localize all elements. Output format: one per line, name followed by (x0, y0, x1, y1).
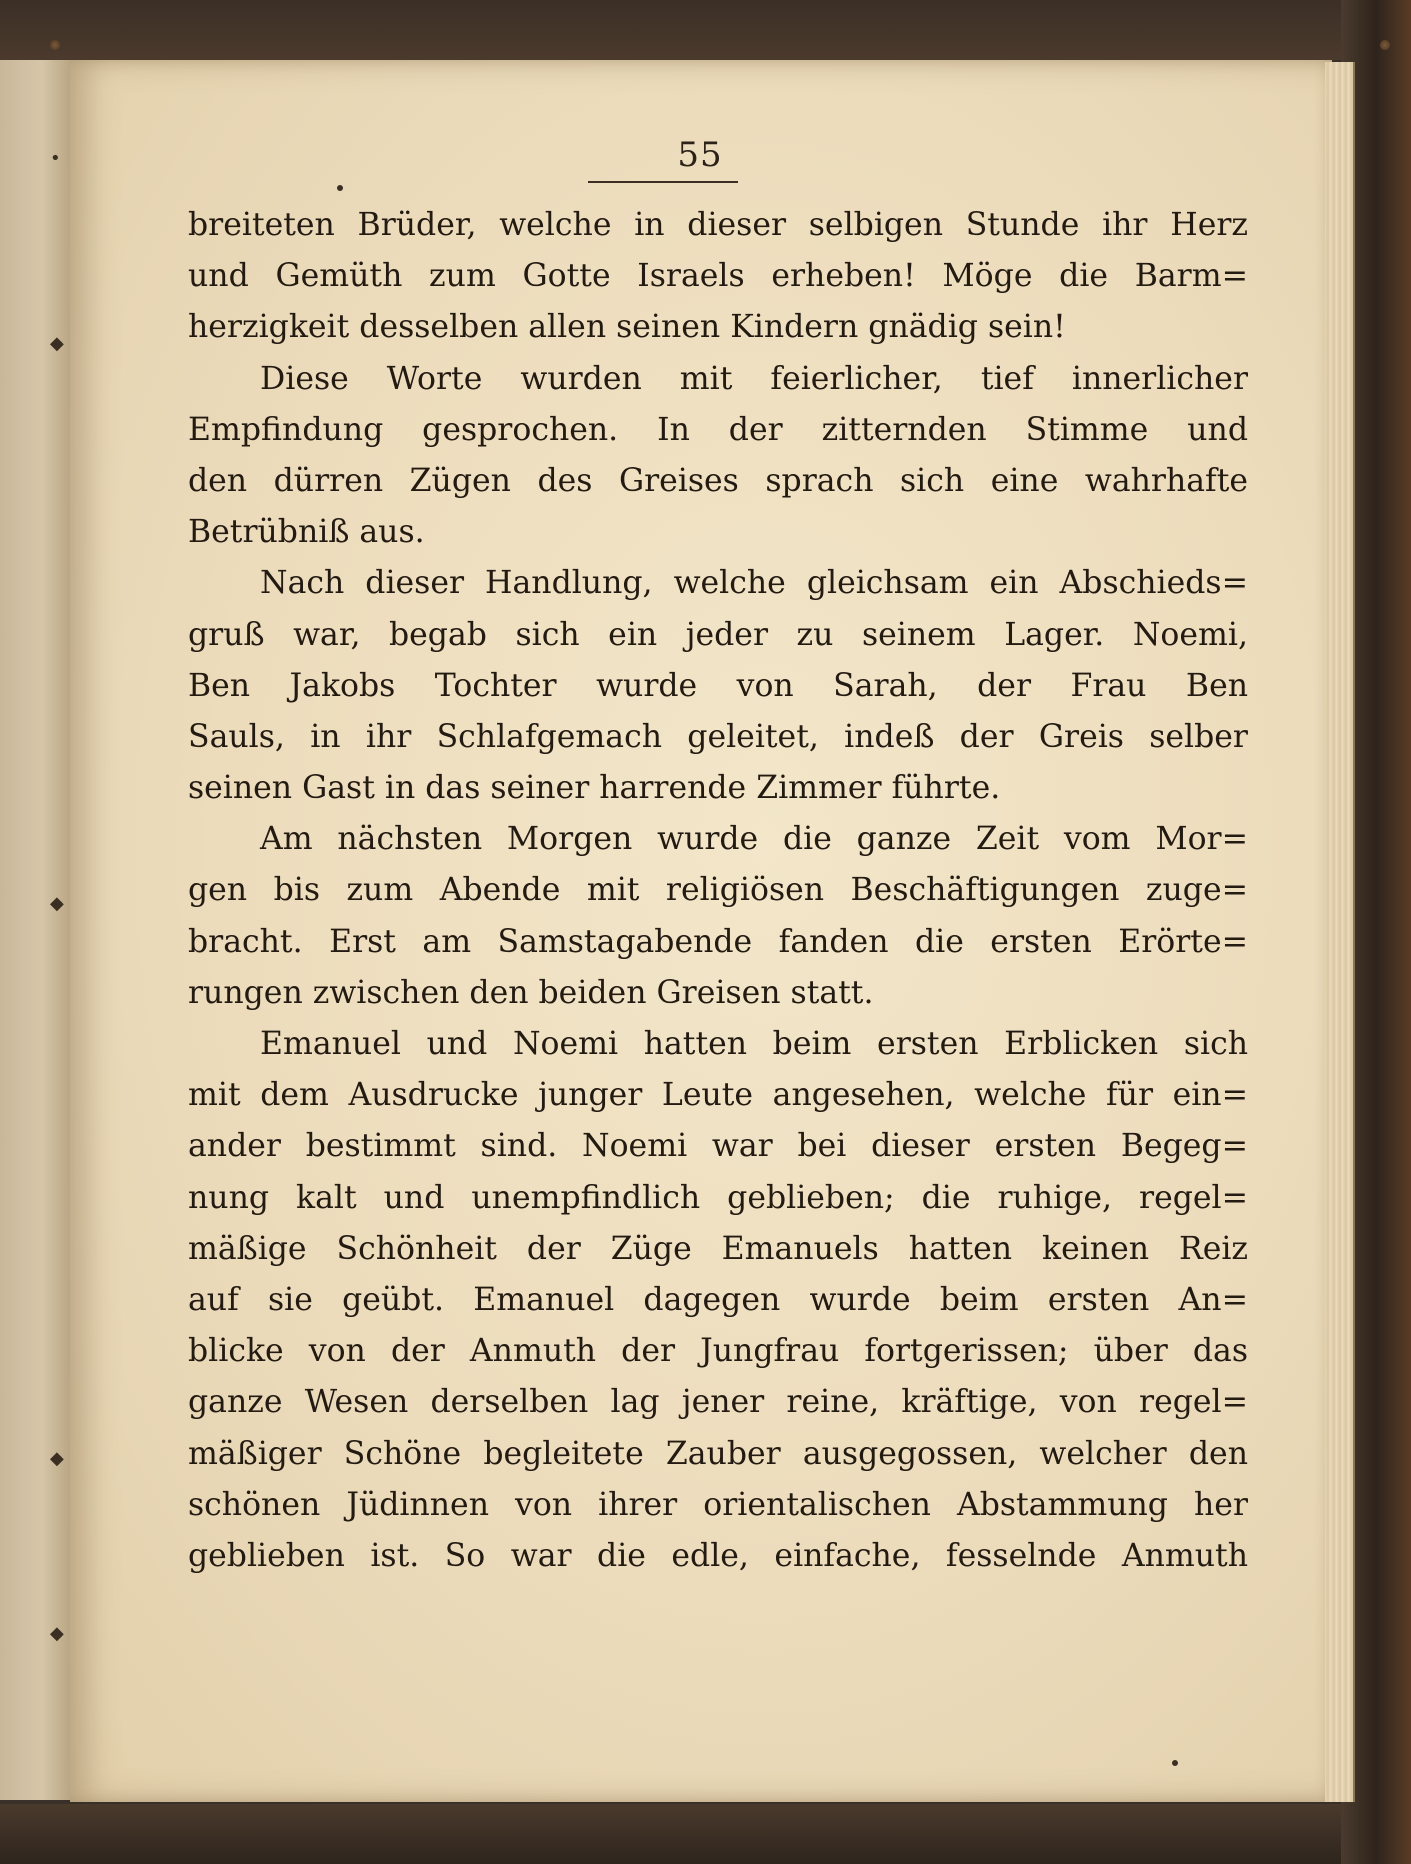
ink-speck (337, 185, 343, 191)
text-line: breiteten Brüder, welche in dieser selbigen Stunde ihr Herz (188, 207, 1248, 243)
book-page (70, 60, 1332, 1802)
text-line: gen bis zum Abende mit religiösen Beschäftigungen zuge= (188, 872, 1248, 909)
text-line: Diese Worte wurden mit feierlicher, tief innerlicher (260, 360, 1248, 397)
tack-mark (1380, 40, 1390, 50)
text-line: seinen Gast in das seiner harrende Zimmer führte. (188, 770, 1001, 807)
text-line: auf sie geübt. Emanuel dagegen wurde beim ersten An= (188, 1281, 1248, 1318)
text-line: blicke von der Anmuth der Jungfrau fortgerissen; über das (188, 1333, 1248, 1370)
text-line: geblieben ist. So war die edle, einfache, fesselnde Anmuth (188, 1537, 1248, 1574)
page-number: 55 (677, 135, 723, 175)
text-line: mäßiger Schöne begleitete Zauber ausgegossen, welcher den (188, 1435, 1248, 1472)
text-line: Sauls, in ihr Schlafgemach geleitet, indeß der Greis selber (188, 718, 1248, 755)
text-line: mit dem Ausdrucke junger Leute angesehen, welche für ein= (188, 1077, 1248, 1114)
text-line: Empfindung gesprochen. In der zitternden Stimme und (188, 411, 1248, 448)
ink-speck (1172, 1760, 1178, 1766)
tack-mark (50, 40, 60, 50)
page-edges (1325, 62, 1355, 1802)
text-line: und Gemüth zum Gotte Israels erheben! Möge die Barm= (188, 258, 1248, 295)
text-line: rungen zwischen den beiden Greisen statt. (188, 974, 874, 1011)
margin-mark: • (50, 148, 61, 169)
text-line: ander bestimmt sind. Noemi war bei dieser ersten Begeg= (188, 1128, 1248, 1165)
text-line: schönen Jüdinnen von ihrer orientalischen Abstammung her (188, 1486, 1248, 1523)
page-number-rule (588, 181, 738, 183)
text-line: Betrübniß aus. (188, 514, 425, 551)
text-line: herzigkeit desselben allen seinen Kindern gnädig sein! (188, 309, 1066, 346)
body-text (188, 200, 1248, 1582)
text-line: nung kalt und unempfindlich geblieben; die ruhige, regel= (188, 1179, 1248, 1216)
text-line: Ben Jakobs Tochter wurde von Sarah, der Frau Ben (188, 667, 1248, 704)
margin-mark: ◆ (50, 333, 64, 354)
book-cover-top (0, 0, 1411, 60)
margin-mark: ◆ (50, 1448, 64, 1469)
margin-mark: ◆ (50, 1623, 64, 1644)
text-line: gruß war, begab sich ein jeder zu seinem Lager. Noemi, (188, 616, 1248, 653)
text-line: den dürren Zügen des Greises sprach sich eine wahrhafte (188, 462, 1248, 499)
book-cover-left (0, 60, 72, 1800)
text-line: Emanuel und Noemi hatten beim ersten Erblicken sich (260, 1026, 1248, 1062)
text-line: mäßige Schönheit der Züge Emanuels hatten keinen Reiz (188, 1230, 1248, 1267)
text-line: bracht. Erst am Samstagabende fanden die ersten Erörte= (188, 923, 1248, 960)
text-line: Am nächsten Morgen wurde die ganze Zeit vom Mor= (260, 821, 1248, 858)
text-line: ganze Wesen derselben lag jener reine, kräftige, von regel= (188, 1384, 1248, 1421)
text-line: Nach dieser Handlung, welche gleichsam ein Abschieds= (260, 565, 1248, 602)
margin-mark: ◆ (50, 893, 64, 914)
book-cover-bottom (0, 1804, 1411, 1864)
